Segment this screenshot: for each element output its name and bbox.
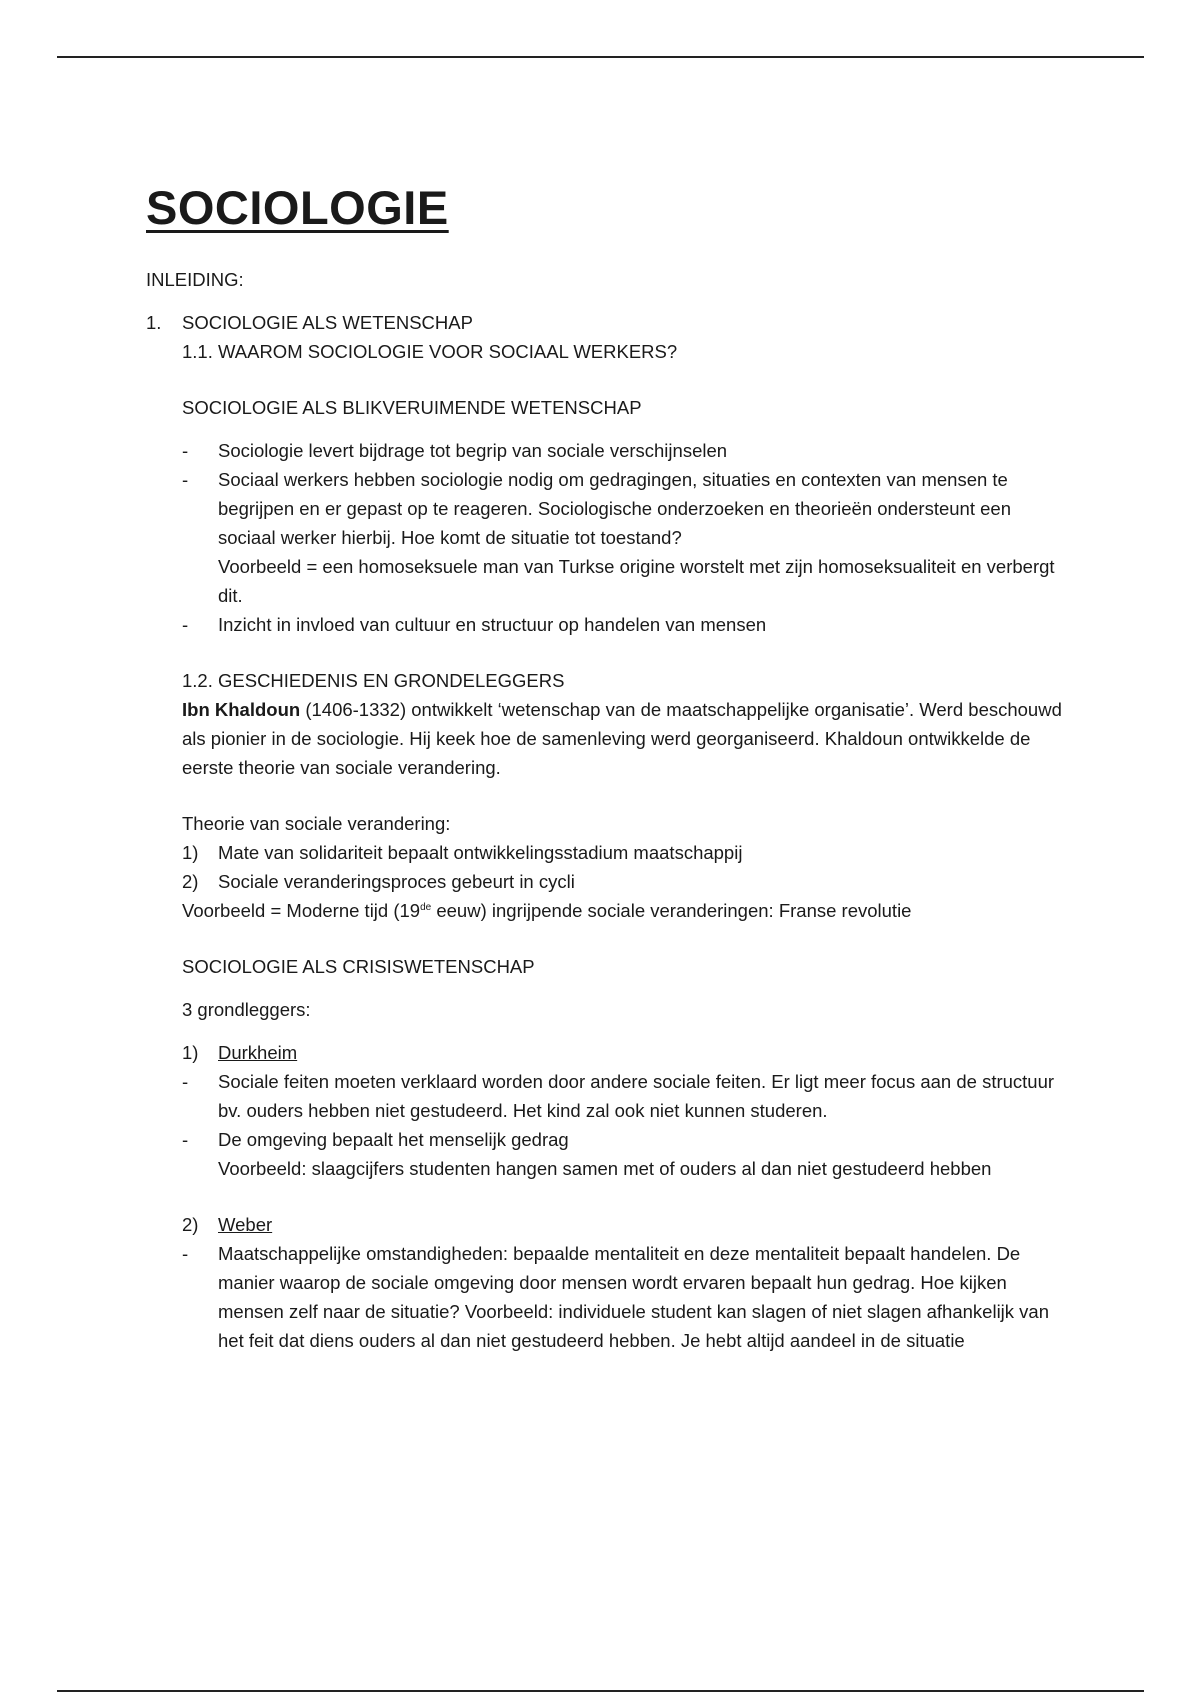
list-item: - Inzicht in invloed van cultuur en structuur op handelen van mensen: [182, 614, 767, 635]
list-item: - Sociologie levert bijdrage tot begrip van sociale verschijnselen: [182, 440, 728, 461]
list-item-continuation: Voorbeeld: slaagcijfers studenten hangen samen met of ouders al dan niet gestudeerd hebben: [218, 1158, 992, 1179]
list-item: - Maatschappelijke omstandigheden: bepaalde mentaliteit en deze mentaliteit bepaalt handelen. De manier waarop de sociale omgeving door mensen wordt ervaren bepaalt hun gedrag. Hoe kijken mensen zelf naar de situatie? Voorbeeld: individuele student kan slagen of niet slagen afhankelijk van het feit dat diens ouders al dan niet gestudeerd hebben. Je hebt altijd aandeel in de situatie: [182, 1243, 1050, 1351]
theory-item: 1) Mate van solidariteit bepaalt ontwikkelingsstadium maatschappij: [182, 842, 743, 863]
document-body: [146, 170, 1066, 1355]
theory-example: Voorbeeld = Moderne tijd (19de eeuw) ingrijpende sociale veranderingen: Franse revolutie: [182, 900, 912, 921]
subheading-crisiswetenschap: SOCIOLOGIE ALS CRISISWETENSCHAP: [182, 956, 535, 977]
bottom-rule: [57, 1690, 1144, 1692]
khaldoun-name: Ibn Khaldoun: [182, 699, 301, 720]
inleiding-heading: INLEIDING:: [146, 269, 244, 290]
founder-weber: 2) Weber: [182, 1214, 273, 1235]
section-1-1-heading: 1.1. WAAROM SOCIOLOGIE VOOR SOCIAAL WERKERS?: [182, 341, 678, 362]
khaldoun-paragraph: Ibn Khaldoun (1406-1332) ontwikkelt ‘wetenschap van de maatschappelijke organisatie’. Werd beschouwd als pionier in de sociologie. Hij keek hoe de samenleving werd georganiseerd. Khaldoun ontwikkelde de eerste theorie van sociale verandering.: [182, 699, 1062, 778]
section-1-2-heading: 1.2. GESCHIEDENIS EN GRONDELEGGERS: [182, 670, 565, 691]
list-item-continuation: Voorbeeld = een homoseksuele man van Turkse origine worstelt met zijn homoseksualiteit en verbergt dit.: [218, 556, 1055, 606]
theory-item: 2) Sociale veranderingsproces gebeurt in cycli: [182, 871, 575, 892]
founder-durkheim: 1) Durkheim: [182, 1042, 298, 1063]
page-title: SOCIOLOGIE: [146, 181, 449, 234]
grondleggers-heading: 3 grondleggers:: [182, 999, 311, 1020]
list-item: - Sociaal werkers hebben sociologie nodig om gedragingen, situaties en contexten van mensen te begrijpen en er gepast op te reageren. Sociologische onderzoeken en theorieën ondersteunt een sociaal werker hierbij. Hoe komt de situatie tot toestand?: [182, 469, 1011, 548]
theory-heading: Theorie van sociale verandering:: [182, 813, 451, 834]
list-item: - Sociale feiten moeten verklaard worden door andere sociale feiten. Er ligt meer focus aan de structuur bv. ouders hebben niet gestudeerd. Het kind zal ook niet kunnen studeren.: [182, 1071, 1055, 1121]
subheading-blikverruimend: SOCIOLOGIE ALS BLIKVERUIMENDE WETENSCHAP: [182, 397, 642, 418]
top-rule: [57, 56, 1144, 58]
section-1-heading: 1. SOCIOLOGIE ALS WETENSCHAP: [146, 312, 473, 333]
list-item: - De omgeving bepaalt het menselijk gedrag: [182, 1129, 569, 1150]
